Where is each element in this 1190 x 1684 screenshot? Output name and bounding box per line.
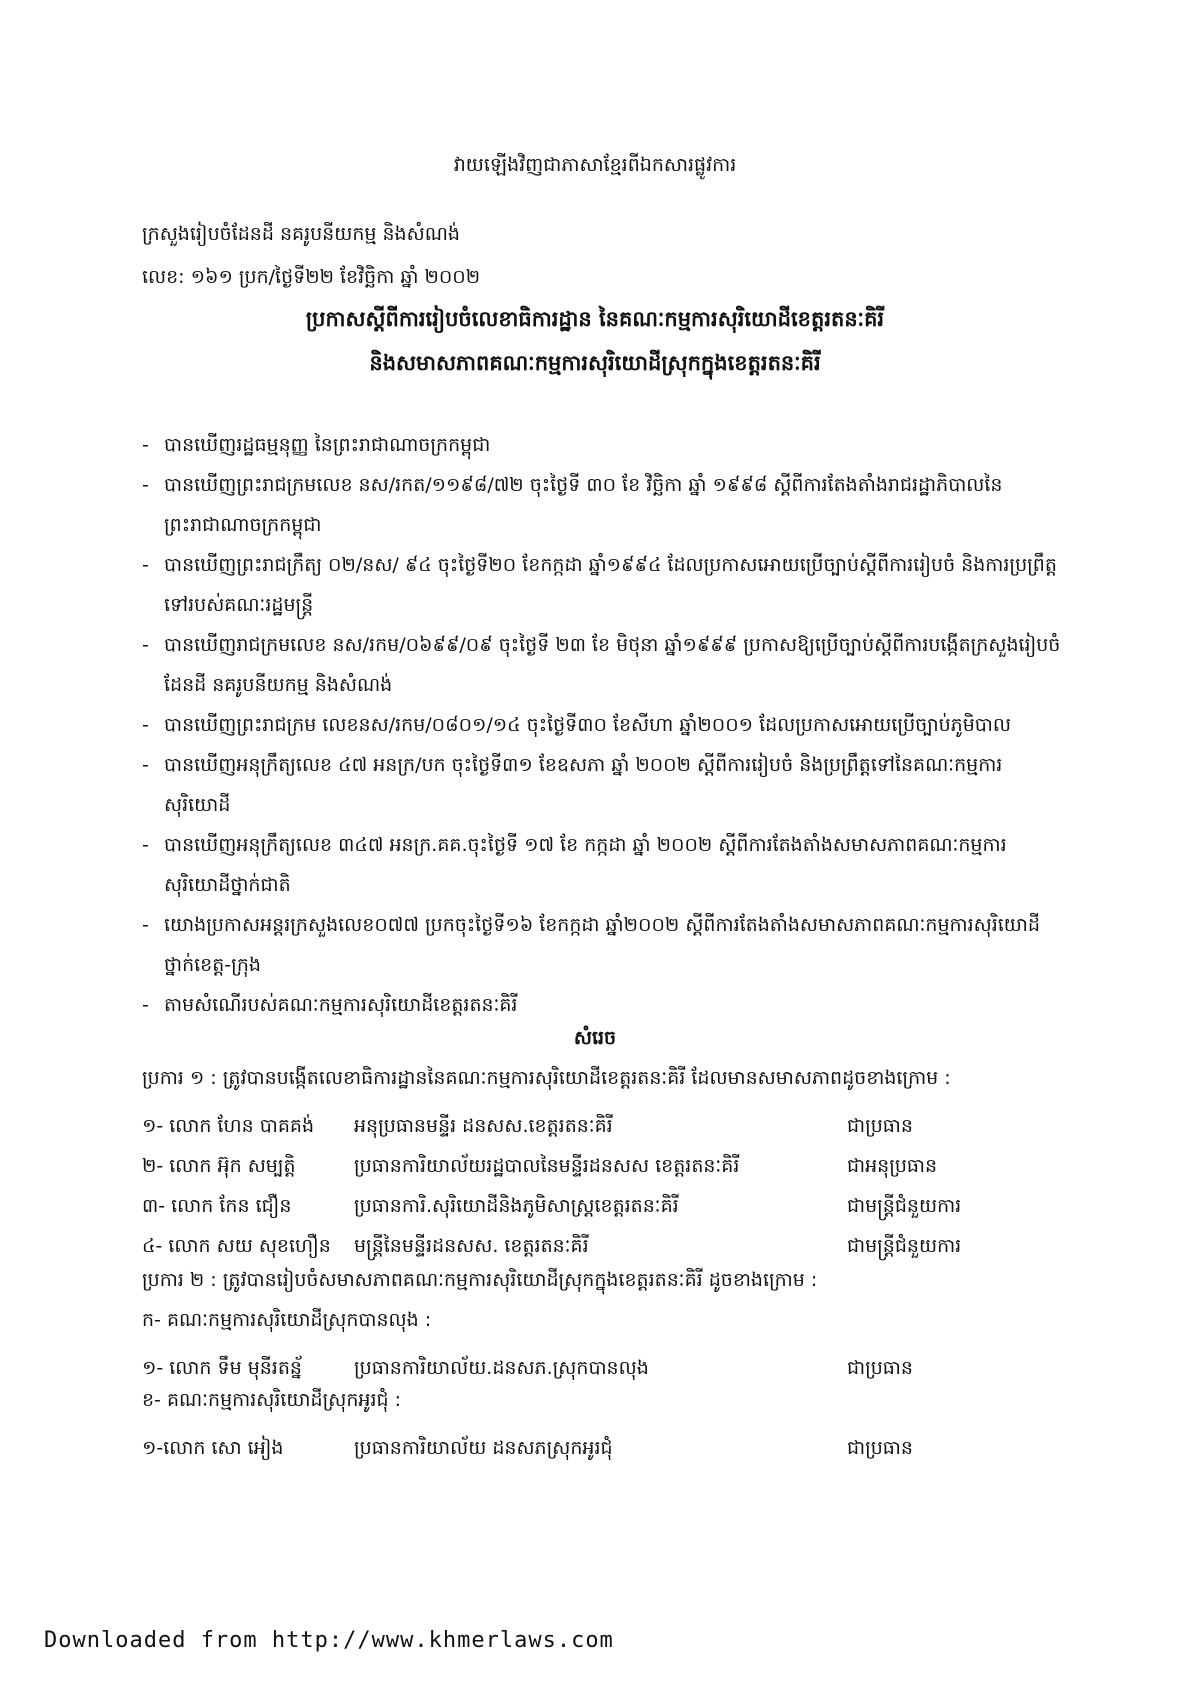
subgroup-ka-members [142,1348,1072,1388]
member-position: អនុប្រធានមន្ទីរ ដនសស.ខេត្តរតនៈគិរី [354,1115,613,1137]
visa-item [142,745,1062,825]
visa-text: បានឃើញអនុក្រឹត្យលេខ ៤៧ អនក្រ/បក ចុះថ្ងៃទី៣១ ខែឧសភា ឆ្នាំ ២០០២ ស្ដីពីការរៀបចំ និងប្រព្រឹត្តទៅនៃគណៈកម្មការ សុរិយោដី [164,754,1003,816]
member-position: ប្រធានការិយាល័យរដ្ឋបាលនៃមន្ទីរដនសស ខេត្តរតនៈគិរី [354,1155,740,1177]
decision-heading: សំរេច [573,1027,617,1049]
member-role: ជាមន្ត្រីជំនួយការ [847,1235,962,1257]
secretariat-members [142,1106,1072,1266]
member-role: ជាប្រធាន [847,1357,913,1379]
visa-text: យោងប្រកាសអន្តរក្រសួងលេខ០៧៧ ប្រកចុះថ្ងៃទី១៦ ខែកក្កដា ឆ្នាំ២០០២ ស្ដីពីការតែងតាំងសមាសភាពគណៈកម្មការសុរិយោដីថ្នាក់ខេត្ត-ក្រុង [164,914,1040,976]
list-dash: - [142,634,149,656]
visa-text: តាមសំណើរបស់គណៈកម្មការសុរិយោដីខេត្តរតនៈគិរី [164,994,518,1016]
member-row [142,1226,1072,1266]
retyped-note: វាយឡើងវិញជាភាសាខ្មែរពីឯកសារផ្លូវការ [453,154,737,176]
visa-item [142,705,1062,745]
member-role: ជាប្រធាន [847,1437,913,1459]
visa-text: បានឃើញអនុក្រឹត្យលេខ ៣៤៧ អនក្រ.គគ.ចុះថ្ងៃទី ១៧ ខែ កក្កដា ឆ្នាំ ២០០២ ស្ដីពីការតែងតាំងសមាសភាពគណៈកម្មការសុរិយោដីថ្នាក់ជាតិ [164,834,1007,896]
visa-item [142,625,1062,705]
reference-number: លេខ: ១៦១ ប្រក/ថ្ងៃទី២២ ខែវិច្ឆិកា ឆ្នាំ ២០០២ [142,266,481,288]
visa-item [142,985,1062,1025]
list-dash: - [142,754,149,776]
member-row [142,1146,1072,1186]
visa-item [142,905,1062,985]
visa-text: បានឃើញរដ្ឋធម្មនុញ្ញ នៃព្រះរាជាណាចក្រកម្ពុជា [164,434,491,456]
member-position: ប្រធានការិយាល័យ ដនសភស្រុកអូរជុំ [354,1437,613,1459]
subgroup-ka-label: ក- គណៈកម្មការសុរិយោដីស្រុកបានលុង : [142,1309,432,1331]
member-name: ២- លោក អ៊ុក សម្បត្តិ [142,1155,296,1177]
member-row [142,1106,1072,1146]
member-name: ១- លោក ហែន បាគគង់ [142,1115,315,1137]
article-2: ប្រការ ២ : ត្រូវបានរៀបចំសមាសភាពគណៈកម្មការសុរិយោដីស្រុកក្នុងខេត្តរតនៈគិរី ដូចខាងក្រោម : [142,1269,818,1291]
list-dash: - [142,554,149,576]
member-name: ៣- លោក កែន ជឿន [142,1195,292,1217]
member-name: ១- លោក ទឹម មុនីរតន្ន័ [142,1357,302,1379]
visa-item [142,825,1062,905]
visa-item [142,425,1062,465]
visa-text: បានឃើញព្រះរាជក្រឹត្យ ០២/នស/ ៩៤ ចុះថ្ងៃទី២០ ខែកក្កដា ឆ្នាំ១៩៩៤ ដែលប្រកាសអោយប្រើច្បាប់ស្ដីពីការរៀបចំ និងការប្រព្រឹត្តទៅរបស់គណៈរដ្ឋមន្ត្រី [164,554,1057,616]
member-role: ជាអនុប្រធាន [847,1155,938,1177]
visa-item [142,465,1062,545]
list-dash: - [142,434,149,456]
list-dash: - [142,994,149,1016]
member-name: ១-លោក សោ អៀង [142,1437,284,1459]
member-row [142,1186,1072,1226]
member-row [142,1428,1072,1468]
list-dash: - [142,474,149,496]
document-title-line-1: ប្រកាសស្ដីពីការរៀបចំលេខាធិការដ្ឋាន នៃគណៈកម្មការសុរិយោដីខេត្តរតនៈគិរី [305,307,885,331]
list-dash: - [142,714,149,736]
visa-list [142,425,1062,1025]
member-position: មន្ត្រីនៃមន្ទីរដនសស. ខេត្តរតនៈគិរី [354,1235,589,1257]
subgroup-kha-label: ខ- គណៈកម្មការសុរិយោដីស្រុកអូរជុំ : [142,1389,401,1411]
member-position: ប្រធានការិយាល័យ.ដនសភ.ស្រុកបានលុង [354,1357,649,1379]
member-role: ជាប្រធាន [847,1115,913,1137]
visa-text: បានឃើញព្រះរាជក្រម លេខនស/រកម/០៨០១/១៤ ចុះថ្ងៃទី៣០ ខែសីហា ឆ្នាំ២០០១ ដែលប្រកាសអោយប្រើច្បាប់ភូមិបាល [164,714,1011,736]
visa-text: បានឃើញរាជក្រមលេខ នស/រកម/០៦៩៩/០៩ ចុះថ្ងៃទី ២៣ ខែ មិថុនា ឆ្នាំ១៩៩៩ ប្រកាសឱ្យប្រើច្បាប់ស្ដីពីការបង្កើតក្រសួងរៀបចំដែនដី នគរូបនីយកម្ម និងសំណង់ [164,634,1061,696]
visa-item [142,545,1062,625]
download-footer: Downloaded from http://www.khmerlaws.com [44,1628,614,1653]
member-position: ប្រធានការិ.សុរិយោដីនិងភូមិសាស្ត្រខេត្តរតនៈគិរី [354,1195,679,1217]
member-name: ៤- លោក សយ សុខហឿន [142,1235,331,1257]
list-dash: - [142,834,149,856]
list-dash: - [142,914,149,936]
visa-text: បានឃើញព្រះរាជក្រមលេខ នស/រកត/១១៩៨/៧២ ចុះថ្ងៃទី ៣០ ខែ វិច្ឆិកា ឆ្នាំ ១៩៩៨ ស្ដីពីការតែងតាំងរាជរដ្ឋាភិបាលនៃព្រះរាជាណាចក្រកម្ពុជា [164,474,1003,536]
subgroup-kha-members [142,1428,1072,1468]
ministry-name: ក្រសួងរៀបចំដែនដី នគរូបនីយកម្ម និងសំណង់ [142,223,460,245]
member-row [142,1348,1072,1388]
member-role: ជាមន្ត្រីជំនួយការ [847,1195,962,1217]
article-1: ប្រការ ១ : ត្រូវបានបង្កើតលេខាធិការដ្ឋាននៃគណៈកម្មការសុរិយោដីខេត្តរតនៈគិរី ដែលមានសមាសភាពដូចខាងក្រោម : [142,1067,951,1089]
document-title-line-2: និងសមាសភាពគណៈកម្មការសុរិយោដីស្រុកក្នុងខេត្តរតនៈគិរី [369,351,821,375]
